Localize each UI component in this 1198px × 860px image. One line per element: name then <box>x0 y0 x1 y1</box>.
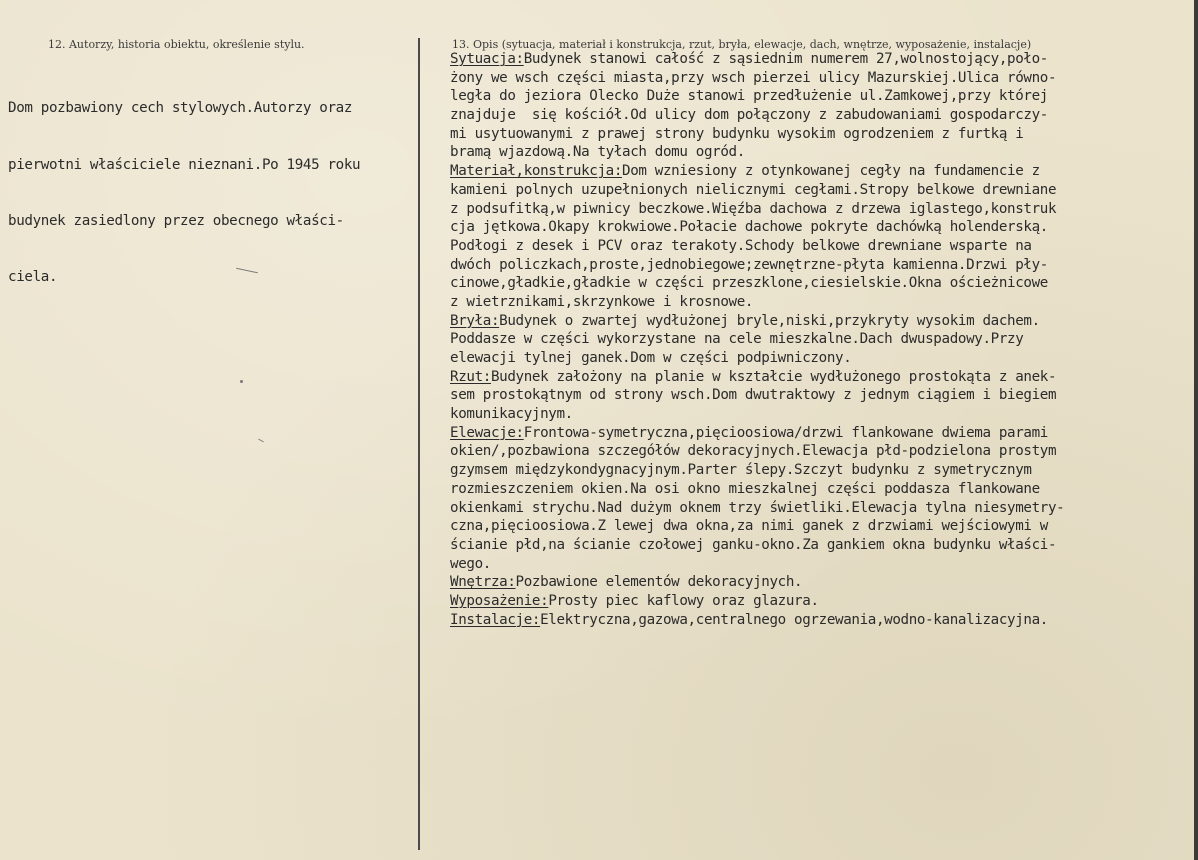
description-text: Podłogi z desek i PCV oraz terakoty.Schody belkowe drewniane wsparte na <box>450 237 1032 254</box>
left-line: budynek zasiedlony przez obecnego właści- <box>8 212 344 229</box>
description-line <box>450 480 1195 499</box>
description-text: żony we wsch części miasta,przy wsch pierzei ulicy Mazurskiej.Ulica równo- <box>450 69 1057 86</box>
description-text: ścianie płd,na ścianie czołowej ganku-okno.Za gankiem okna budynku właści- <box>450 536 1057 553</box>
section-label: Wyposażenie: <box>450 592 549 609</box>
left-column-text <box>8 62 440 324</box>
description-text: Prosty piec kaflowy oraz glazura. <box>548 592 819 609</box>
section-label: Instalacje: <box>450 611 541 628</box>
description-text: Budynek stanowi całość z sąsiednim numerem 27,wolnostojący,poło- <box>523 51 1048 67</box>
description-line <box>450 424 1195 443</box>
description-text: bramą wjazdową.Na tyłach domu ogród. <box>450 144 745 161</box>
description-text: wego. <box>450 555 491 572</box>
section-label: Materiał,konstrukcja: <box>450 163 623 180</box>
section-label: Bryła: <box>450 312 500 329</box>
description-text: komunikacyjnym. <box>450 406 573 423</box>
description-line <box>450 87 1195 106</box>
description-line <box>450 106 1195 125</box>
description-text: mi usytuowanymi z prawej strony budynku wysokim ogrodzeniem z furtką i <box>450 125 1024 142</box>
section-label: Sytuacja: <box>450 51 524 67</box>
description-line <box>450 536 1195 555</box>
description-text: sem prostokątnym od strony wsch.Dom dwutraktowy z jednym ciągiem i biegiem <box>450 387 1057 404</box>
description-text: czna,pięcioosiowa.Z lewej dwa okna,za nimi ganek z drzwiami wejściowymi w <box>450 518 1048 535</box>
description-text: elewacji tylnej ganek.Dom w części podpiwniczony. <box>450 350 852 366</box>
description-line <box>450 349 1195 368</box>
description-text: kamieni polnych uzupełnionych nielicznymi cegłami.Stropy belkowe drewniane <box>450 181 1057 198</box>
description-text: okien/,pozbawiona szczegółów dekoracyjnych.Elewacja płd-podzielona prostym <box>450 443 1057 460</box>
left-line: ciela. <box>8 268 58 285</box>
description-text: znajduje się kościół.Od ulicy dom połączony z zabudowaniami gospodarczy- <box>450 107 1048 124</box>
description-text: z podsufitką,w piwnicy beczkowe.Więźba dachowa z drzewa iglastego,konstruk <box>450 200 1057 217</box>
description-text: gzymsem międzykondygnacyjnym.Parter ślepy.Szczyt budynku z symetrycznym <box>450 462 1032 479</box>
description-line <box>450 162 1195 181</box>
description-line <box>450 50 1195 69</box>
left-column-heading: 12. Autorzy, historia obiektu, określenie stylu. <box>48 38 305 51</box>
description-line <box>450 386 1195 405</box>
description-text: cinowe,gładkie,gładkie w części przeszklone,ciesielskie.Okna ościeżnicowe <box>450 275 1048 292</box>
description-line <box>450 200 1195 219</box>
description-line <box>450 274 1195 293</box>
right-column-heading: 13. Opis (sytuacja, materiał i konstrukcja, rzut, bryła, elewacje, dach, wnętrze, wyposażenie, instalacje) <box>452 38 1032 51</box>
description-text: dwóch policzkach,proste,jednobiegowe;zewnętrzne-płyta kamienna.Drzwi pły- <box>450 256 1048 273</box>
pencil-mark <box>240 380 243 383</box>
description-line <box>450 312 1195 331</box>
description-text: okienkami strychu.Nad dużym oknem trzy świetliki.Elewacja tylna niesymetry- <box>450 499 1065 516</box>
description-text: Dom wzniesiony z otynkowanej cegły na fundamencie z <box>622 163 1040 180</box>
description-line <box>450 293 1195 312</box>
description-line <box>450 256 1195 275</box>
section-label: Wnętrza: <box>450 574 516 591</box>
description-line <box>450 368 1195 387</box>
description-line <box>450 125 1195 144</box>
description-line <box>450 499 1195 518</box>
description-line <box>450 69 1195 88</box>
description-line <box>450 405 1195 424</box>
description-text: Poddasze w części wykorzystane na cele mieszkalne.Dach dwuspadowy.Przy <box>450 331 1024 348</box>
section-label: Elewacje: <box>450 424 524 441</box>
description-line <box>450 143 1195 162</box>
description-line <box>450 218 1195 237</box>
description-text: Pozbawione elementów dekoracyjnych. <box>515 574 803 591</box>
description-text: Budynek założony na planie w kształcie wydłużonego prostokąta z anek- <box>490 368 1057 385</box>
description-text: z wietrznikami,skrzynkowe i krosnowe. <box>450 293 754 310</box>
description-line <box>450 517 1195 536</box>
description-text: cja jętkowa.Okapy krokwiowe.Połacie dachowe pokryte dachówką holenderską. <box>450 219 1048 236</box>
description-line <box>450 461 1195 480</box>
description-line <box>450 181 1195 200</box>
section-label: Rzut: <box>450 368 491 385</box>
description-line <box>450 573 1195 592</box>
description-line <box>450 237 1195 256</box>
left-line: Dom pozbawiony cech stylowych.Autorzy oraz <box>8 100 353 117</box>
description-text: legła do jeziora Olecko Duże stanowi przedłużenie ul.Zamkowej,przy której <box>450 88 1048 105</box>
description-line <box>450 592 1195 611</box>
description-text: rozmieszczeniem okien.Na osi okno mieszkalnej części poddasza flankowane <box>450 480 1040 497</box>
description-line <box>450 442 1195 461</box>
description-line <box>450 611 1195 630</box>
description-text: Frontowa-symetryczna,pięcioosiowa/drzwi flankowane dwiema parami <box>523 424 1048 441</box>
pencil-mark <box>258 439 264 443</box>
left-line: pierwotni właściciele nieznani.Po 1945 roku <box>8 156 361 173</box>
description-line <box>450 555 1195 574</box>
description-text: Elektryczna,gazowa,centralnego ogrzewania,wodno-kanalizacyjna. <box>540 611 1048 628</box>
description-text: Budynek o zwartej wydłużonej bryle,niski,przykryty wysokim dachem. <box>499 312 1040 329</box>
right-column-text <box>450 50 1195 629</box>
description-line <box>450 330 1195 349</box>
